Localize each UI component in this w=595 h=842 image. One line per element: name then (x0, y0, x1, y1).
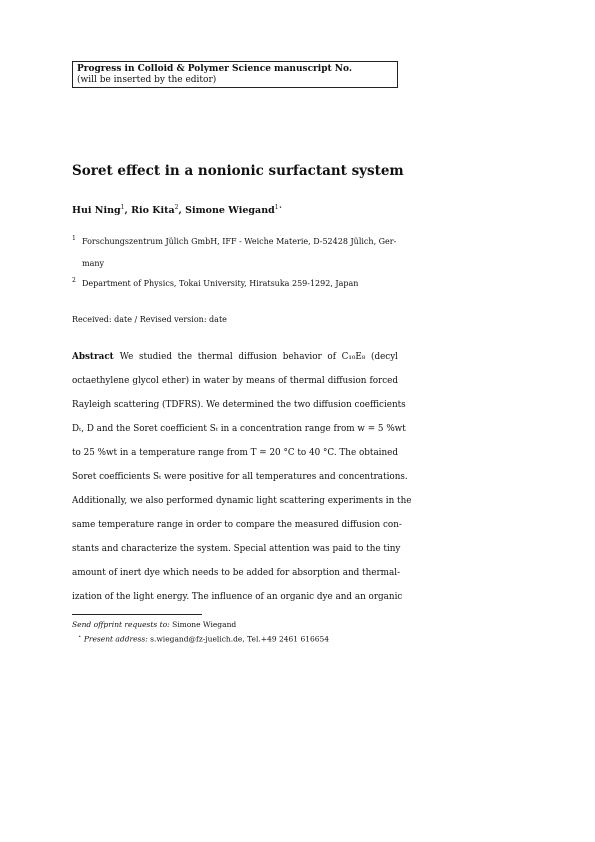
author-name: Rio Kita (131, 205, 175, 217)
journal-header-box (72, 61, 398, 88)
offprint-footnote: Send offprint requests to: Simone Wiegand (72, 620, 237, 629)
affiliation-line: Forschungszentrum Jülich GmbH, IFF - Weiche Materie, D-52428 Jülich, Ger- (82, 237, 397, 246)
abstract-line: ization of the light energy. The influence of an organic dye and an organic (72, 592, 403, 602)
received-dates: Received: date / Revised version: date (72, 315, 227, 324)
paper-title: Soret effect in a nonionic surfactant system (72, 163, 404, 179)
abstract-line: octaethylene glycol ether) in water by means of thermal diffusion forced (72, 376, 398, 386)
author-affiliation-mark: 2 (174, 204, 179, 211)
abstract-line: Rayleigh scattering (TDFRS). We determined the two diffusion coefficients (72, 400, 406, 410)
contact-info: s.wiegand@fz-juelich.de, Tel.+49 2461 616654 (150, 634, 330, 644)
affiliation-1 (72, 231, 398, 275)
affiliation-line: many (82, 259, 105, 268)
author-affiliation-mark: 1⋆ (274, 204, 283, 211)
author-affiliation-mark: 1 (120, 204, 125, 211)
abstract-line: Dₜ, D and the Soret coefficient Sₜ in a concentration range from w = 5 %wt (72, 424, 406, 434)
footnotes (72, 618, 398, 646)
affiliation-line: Department of Physics, Tokai University, Hiratsuka 259-1292, Japan (82, 279, 359, 288)
author-name: Simone Wiegand (185, 205, 275, 217)
abstract-line: Additionally, we also performed dynamic light scattering experiments in the (72, 496, 412, 506)
abstract-line: Soret coefficients Sₜ were positive for all temperatures and concentrations. (72, 472, 408, 482)
affiliation-2 (72, 273, 398, 295)
abstract-line: same temperature range in order to compare the measured diffusion con- (72, 520, 402, 530)
abstract-line: amount of inert dye which needs to be added for absorption and thermal- (72, 568, 401, 578)
editor-note: (will be inserted by the editor) (77, 75, 217, 85)
footnote-divider (72, 614, 202, 615)
affiliation-mark: 1 (72, 235, 76, 242)
abstract-line: Abstract We studied the thermal diffusion behavior of C₁₀E₈ (decyl (72, 352, 398, 362)
address-footnote: ⋆ Present address: s.wiegand@fz-juelich.de, Tel.+49 2461 616654 (78, 634, 330, 644)
author-list: Hui Ning$^1$, Rio Kita$^2$, Simone Wiegand$^{1⋆}$ (72, 204, 283, 217)
abstract-label: Abstract (72, 352, 114, 362)
abstract (72, 345, 412, 609)
abstract-line: stants and characterize the system. Special attention was paid to the tiny (72, 544, 401, 554)
affiliation-mark: 2 (72, 277, 76, 284)
abstract-line: to 25 %wt in a temperature range from T = 20 °C to 40 °C. The obtained (72, 448, 398, 458)
author-name: Hui Ning (72, 205, 121, 217)
journal-name: Progress in Colloid & Polymer Science manuscript No. (77, 64, 352, 74)
